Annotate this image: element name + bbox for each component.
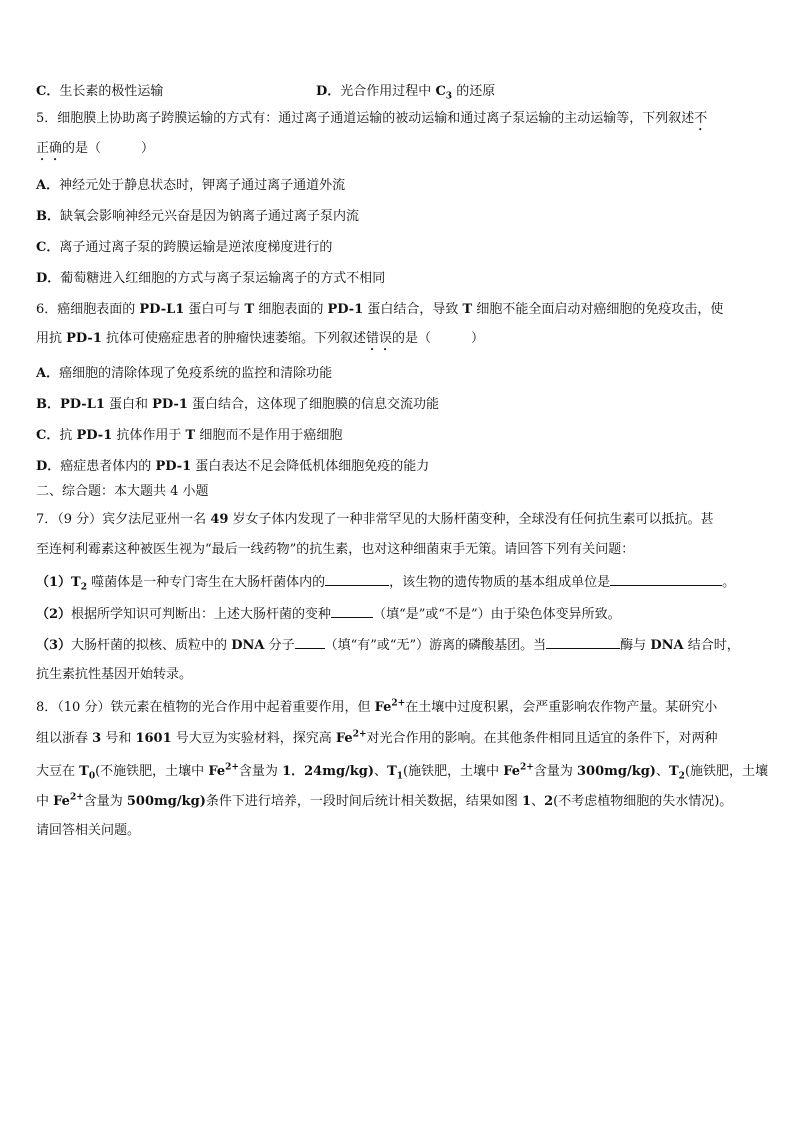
- q6-option-c: C．抗 PD-1 抗体作用于 T 细胞而不是作用于癌细胞: [36, 428, 343, 443]
- q8-stem-line2: 组以浙春 3 号和 1601 号大豆为实验材料，探究高 $Fe^{2+}$对光合作用的影响。在其他条件相同且适宜的条件下，对两种: [36, 729, 718, 746]
- answer-blank[interactable]: [331, 605, 373, 618]
- answer-blank[interactable]: [546, 636, 620, 649]
- q8-stem-line5: 请回答相关问题。: [36, 823, 141, 838]
- q6-option-a: A．癌细胞的清除体现了免疫系统的监控和清除功能: [36, 366, 333, 381]
- section-heading: 二、综合题：本大题共 4 小题: [36, 484, 209, 499]
- q4-option-d: D．光合作用过程中 $C_3$ 的还原: [316, 84, 496, 102]
- q6-option-d: D．癌症患者体内的 PD-1 蛋白表达不足会降低机体细胞免疫的能力: [36, 459, 430, 474]
- q8-stem-line1: 8．（10 分）铁元素在植物的光合作用中起着重要作用，但 $Fe^{2+}$在土壤中过度积累，会严重影响农作物产量。某研究小: [36, 698, 718, 715]
- q5-stem-line1: 5．细胞膜上协助离子跨膜运输的方式有：通过离子通道运输的被动运输和通过离子泵运输的主动运输等，下列叙述不: [36, 111, 708, 126]
- answer-blank[interactable]: [295, 636, 325, 649]
- q5-stem-line2: 正确的是（ ）: [36, 141, 155, 156]
- q7-stem-line1: 7．（9 分）宾夕法尼亚州一名 49 岁女子体内发现了一种非常罕见的大肠杆菌变种，全球没有任何抗生素可以抵抗。甚: [36, 512, 714, 527]
- q7-sub2: （2）根据所学知识可判断出：上述大肠杆菌的变种 （填“是”或“不是”）由于染色体变异所致。: [36, 607, 621, 622]
- q5-option-d: D．葡萄糖进入红细胞的方式与离子泵运输离子的方式不相同: [36, 271, 386, 286]
- q8-stem-line3: 大豆在 $T_0$(不施铁肥，土壤中 $Fe^{2+}$含量为 1．24mg/kg)、$T_1$(施铁肥，土壤中 $Fe^{2+}$含量为 300mg/kg)、$T_2$(施铁肥，土壤: [36, 762, 769, 782]
- q5-option-a: A．神经元处于静息状态时，钾离子通过离子通道外流: [36, 178, 346, 193]
- q5-option-c: C．离子通过离子泵的跨膜运输是逆浓度梯度进行的: [36, 240, 333, 255]
- q4-option-c: C．生长素的极性运输: [36, 84, 164, 99]
- q6-stem-line1: 6．癌细胞表面的 PD-L1 蛋白可与 T 细胞表面的 PD-1 蛋白结合，导致 T 细胞不能全面启动对癌细胞的免疫攻击，使: [36, 302, 724, 317]
- q7-sub3-line1: （3）大肠杆菌的拟核、质粒中的 DNA 分子 （填“有”或“无”）游离的磷酸基团。当 酶与 DNA 结合时，: [36, 638, 740, 653]
- answer-blank[interactable]: [325, 573, 389, 586]
- q6-option-b: B．PD-L1 蛋白和 PD-1 蛋白结合，这体现了细胞膜的信息交流功能: [36, 397, 440, 412]
- q8-stem-line4: 中 $Fe^{2+}$含量为 500mg/kg)条件下进行培养，一段时间后统计相关数据，结果如图 1、2(不考虑植物细胞的失水情况)。: [36, 792, 733, 809]
- answer-blank[interactable]: [610, 573, 722, 586]
- q7-sub1: $(1)T_2$ 噬菌体是一种专门寄生在大肠杆菌体内的 ，该生物的遗传物质的基本组成单位是 。: [36, 575, 736, 593]
- q7-stem-line2: 至连柯利霉素这种被医生视为“最后一线药物”的抗生素，也对这种细菌束手无策。请回答下列有关问题：: [36, 542, 635, 557]
- q7-sub3-line2: 抗生素抗性基因开始转录。: [36, 667, 193, 682]
- q5-option-b: B．缺氧会影响神经元兴奋是因为钠离子通过离子泵内流: [36, 209, 360, 224]
- q6-stem-line2: 用抗 PD-1 抗体可使癌症患者的肿瘤快速萎缩。下列叙述错误的是（ ）: [36, 331, 485, 346]
